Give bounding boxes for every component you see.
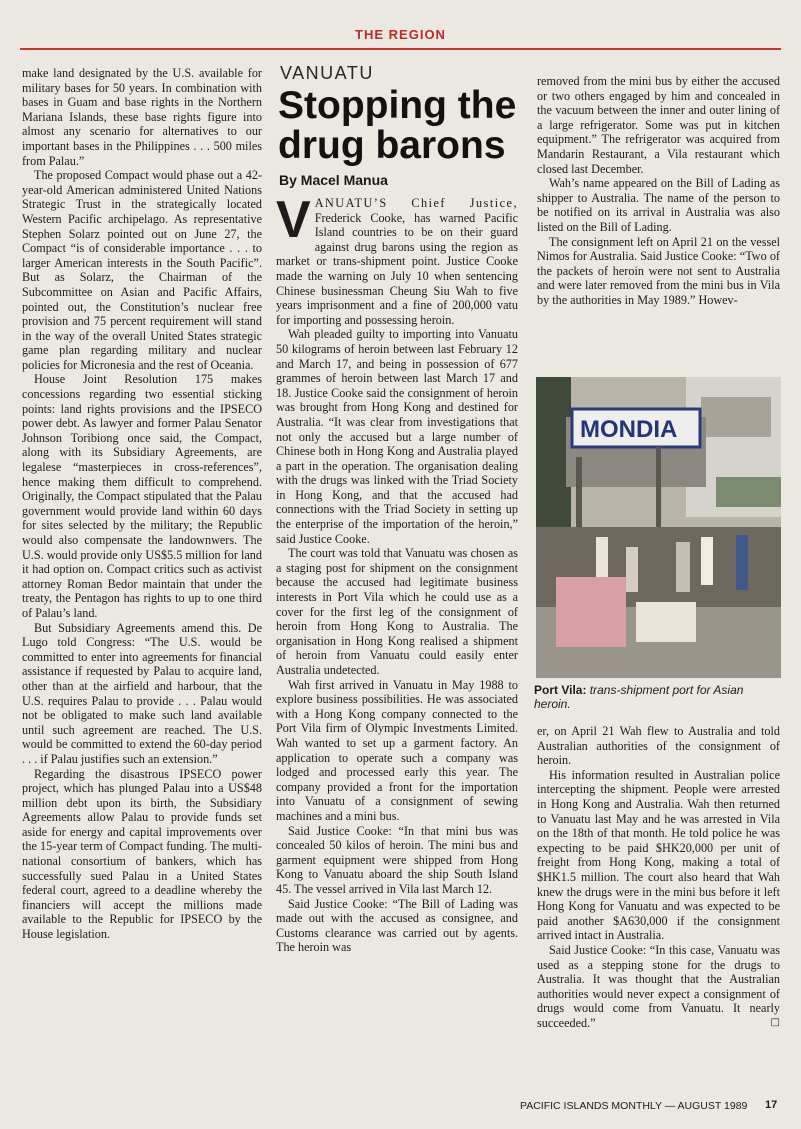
- col2-paragraph: Said Justice Cooke: “In that mini bus was concealed 50 kilos of heroin. The mini bus and garment equipment were shipped from Hong Kong to Vanuatu aboard the ship South Island 45. The vessel arrived in Vila last March 12.: [276, 823, 518, 896]
- col3-paragraph: er, on April 21 Wah flew to Australia and told Australian authorities of the consignment of heroin.: [537, 724, 780, 768]
- column-3-top: [537, 74, 780, 308]
- col1-paragraph: House Joint Resolution 175 makes concessions regarding two essential sticking points: land rights provisions and the IPSECO power debt. As lawyer and former Palau Senator Johnson Toribiong once said, the Compact, along with its Subsidiary Agreements, are legalese “masterpieces in cross-references”, hence making them difficult to comprehend. Originally, the Compact stipulated that the Palau government would provide land within 60 days for sites selected by the military; the Republic would also compensate the landownwers. The U.S. would provide only US$5.5 million for land it had option on. Compact critics such as activist attorney Roman Bedor maintain that under the treaty, the Pentagon has rights to up to one third of Palau’s land.: [22, 372, 262, 620]
- col3-paragraph: [537, 943, 780, 1031]
- drop-cap: V: [276, 191, 311, 249]
- page-number: 17: [765, 1099, 778, 1111]
- shop-sign-text: MONDIA: [580, 416, 678, 443]
- caption-place: Port Vila:: [534, 683, 587, 697]
- col1-paragraph: Regarding the disastrous IPSECO power project, which has plunged Palau into a US$48 million debt upon its birth, the Subsidiary Agreements allow Palau to provide funds set aside for energy and capital improvements over the 15-year term of Compact funding. The multi-national consortium of bankers, which has successfully sued Palau in a United States federal court, agreed to a deadline whereby the financiers will accept the millions made available to the Republic for IPSECO by the House legislation.: [22, 766, 262, 942]
- street-scene-illustration: [536, 377, 781, 678]
- col1-paragraph: The proposed Compact would phase out a 42-year-old American administered United Nations Strategic Trust in the strategically located Western Pacific archipelago. As representative Stephen Solarz pointed out on June 27, the Compact “is of considerable importance . . . to larger American interests in the South Pacific”. But as Solarz, the Chairman of the Subcommittee on Asian and Pacific Affairs, pointed out, the Constitution’s nuclear free provision and 75 percent requirement will stand in the way of the overall United States strategic game plan regarding military and nuclear policies for Micronesia and the rest of Oceania.: [22, 168, 262, 372]
- col3-paragraph: removed from the mini bus by either the accused or two others engaged by him and concealed in the vacuum between the inner and outer lining of a large refrigerator. Some was put in kitchen equipment.” The refrigerator was acquired from Mandarin Restaurant, a Vila restaurant which closed last December.: [537, 74, 780, 176]
- section-header: THE REGION: [355, 27, 446, 42]
- publication-footer: PACIFIC ISLANDS MONTHLY — AUGUST 1989: [520, 1100, 748, 1112]
- col3-paragraph: His information resulted in Australian police intercepting the shipment. People were arrested in Hong Kong and Australia. Wah then returned to Vanuatu last May and he was arrested in Vila on the 18th of that month. He told police he was expecting to be paid $HK20,000 per unit of freight from Hong Kong, making a total of $HK1.5 million. The court also heard that Wah knew the drugs were in the mini bus before it left Hong Kong for Vanuatu and was expected to be paid another $A630,000 if the consignment arrived intact in Australia.: [537, 767, 780, 943]
- col2-paragraph: The court was told that Vanuatu was chosen as a staging post for shipment on the consignment because the accused had legitimate business interests in Port Vila which he could use as a cover for the first leg of the consignment of heroin from Hong Kong to Australia. The organisation in Hong Kong realised a shipment of heroin from Vanuatu could easily enter Australia undetected.: [276, 546, 518, 677]
- article-headline: Stopping the drug barons: [278, 84, 517, 167]
- col2-paragraph: Wah pleaded guilty to importing into Vanuatu 50 kilograms of heroin between last February 12 and March 17, and being in possession of 677 grammes of heroin between last March 17 and 18. Justice Cooke said the consignment of heroin was brought from Hong Kong and destined for Australia. “It was clear from investigations that not only the accused but a large number of Chinese both in Hong Kong and Australia played a part in the operation. The organisation dealing with the drugs was linked with the Triad Society in Hong Kong, and that the accused had connections with the Triad Society in setting up the enterprise of the importation of the heroin,” said Justice Cooke.: [276, 327, 518, 546]
- caption-text: trans-shipment port for Asian heroin.: [534, 683, 744, 711]
- col1-paragraph: But Subsidiary Agreements amend this. De Lugo told Congress: “The U.S. would be committed to enter into agreements for financial assistance if requested by Palau to acquire land, other than at the airfield and harbour, that the U.S. requires Palau to provide . . . Palau would not be obligated to make such land available until such agreement are reached. The U.S. would be committed to extend the 60-day period . . . if Palau justifies such an extension.”: [22, 620, 262, 766]
- article-byline: By Macel Manua: [279, 172, 388, 188]
- col2-paragraph: Said Justice Cooke: “The Bill of Lading was made out with the accused as consignee, and Customs clearance was carried out by agents. The heroin was: [276, 896, 518, 955]
- photo-caption: [534, 683, 782, 711]
- col1-paragraph: make land designated by the U.S. available for military bases for 50 years. In combination with bases in Guam and base rights in the Northern Mariana Islands, these base rights figure into almost any scenario for alternatives to our important bases in the Philippines . . . 500 miles from Palau.”: [22, 66, 262, 168]
- closing-text: Said Justice Cooke: “In this case, Vanuatu was used as a stepping stone for the drugs to Australia. It was thought that the Australian authorities would never expect a consignment of drugs would come from Vanuatu. It nearly succeeded.”: [537, 942, 780, 1030]
- column-3-bottom: [537, 724, 780, 1030]
- col2-paragraph: Wah first arrived in Vanuatu in May 1988 to explore business possibilities. He was associated with a Hong Kong company connected to the Port Vila firm of Olympic Investments Limited. Wah wanted to set up a garment factory. An application to operate such a company was lodged and processed early this year. The company provided a front for the importation into Vanuatu of a consignment of sewing machines and a mini bus.: [276, 677, 518, 823]
- lead-paragraph: [276, 191, 518, 327]
- end-mark-icon: □: [770, 1016, 780, 1028]
- column-1: [22, 66, 262, 942]
- col3-paragraph: Wah’s name appeared on the Bill of Lading as shipper to Australia. The name of the person to be notified on its arrival in Australia was also listed on the Bill of Lading.: [537, 176, 780, 234]
- lead-caps: ANUATU’S Chief Justice,: [314, 196, 518, 210]
- street-photo: [536, 377, 781, 678]
- column-2: [276, 191, 518, 955]
- lead-text: Frederick Cooke, has warned Pacific Island countries to be on their guard against drug barons using the region as market or trans-shipment point. Justice Cooke made the warning on July 10 when sentencing Chinese businessman Cheung Siu Wah to five years imprisonment and a fine of 200,000 vatu for importing and possessing heroin.: [276, 210, 518, 327]
- article-kicker: VANUATU: [280, 63, 374, 83]
- col3-paragraph: The consignment left on April 21 on the vessel Nimos for Australia. Said Justice Cooke: “Two of the packets of heroin were not sent to Australia and were later removed from the mini bus in Vila by the authorities in May 1989.” Howev-: [537, 234, 780, 307]
- header-rule: [20, 48, 781, 50]
